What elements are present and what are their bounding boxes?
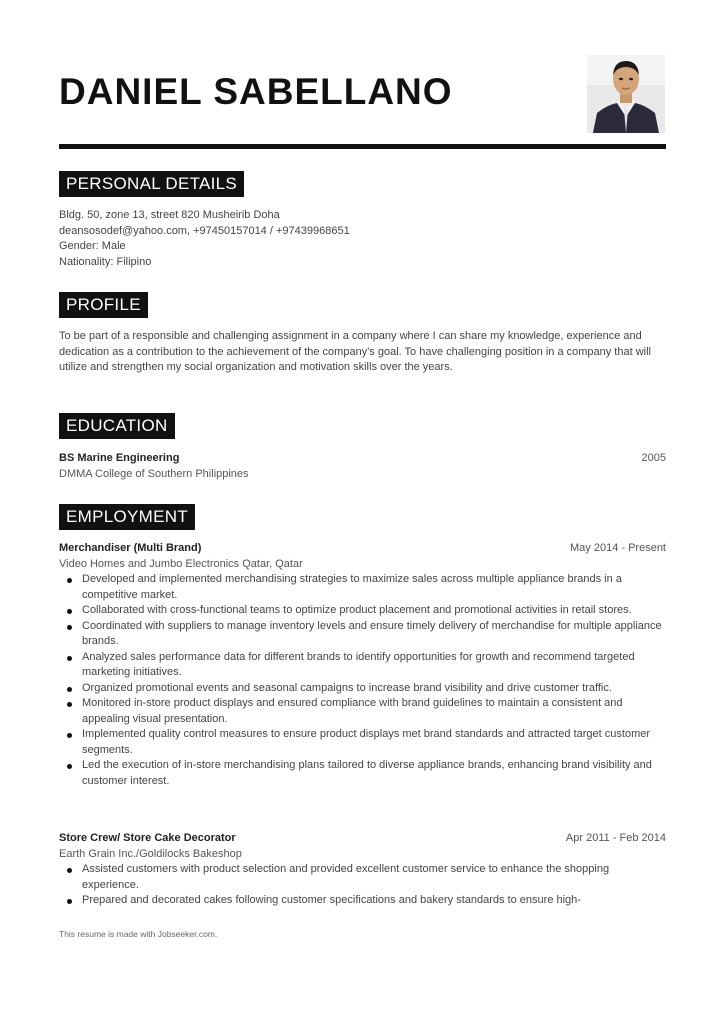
education-heading: EDUCATION: [59, 413, 175, 439]
bullet-icon: [67, 656, 72, 661]
list-item: Monitored in-store product displays and ensured compliance with brand guidelines to maintain a consistent and appealing visual presentation.: [59, 696, 666, 727]
job-dates: Apr 2011 - Feb 2014: [565, 832, 666, 844]
list-item: Analyzed sales performance data for different brands to identify opportunities for growth and recommend targeted marketing initiatives.: [59, 650, 666, 681]
header-divider: [59, 144, 666, 149]
list-item: Organized promotional events and seasonal campaigns to increase brand visibility and drive customer traffic.: [59, 681, 666, 697]
personal-details-heading: PERSONAL DETAILS: [59, 171, 244, 197]
list-item: Collaborated with cross-functional teams to optimize product placement and promotional activities in retail stores.: [59, 603, 666, 619]
profile-heading: PROFILE: [59, 292, 148, 318]
profile-photo: [587, 55, 665, 133]
list-item: Prepared and decorated cakes following customer specifications and bakery standards to ensure high-: [59, 893, 666, 909]
bullet-icon: [67, 625, 72, 630]
job-title: Store Crew/ Store Cake Decorator: [59, 832, 236, 844]
job-title: Merchandiser (Multi Brand): [59, 542, 202, 554]
employment-heading: EMPLOYMENT: [59, 504, 195, 530]
education-section: [59, 451, 666, 482]
gender-text: Gender: Male: [59, 240, 126, 252]
education-year: 2005: [641, 452, 666, 464]
list-item: Developed and implemented merchandising strategies to maximize sales across multiple appliance brands in a competitive market.: [59, 572, 666, 603]
job-company: Video Homes and Jumbo Electronics Qatar, Qatar: [59, 557, 303, 570]
degree-title: BS Marine Engineering: [59, 452, 180, 464]
job-entry: [59, 541, 666, 789]
nationality-text: Nationality: Filipino: [59, 255, 152, 268]
footer-note: This resume is made with Jobseeker.com.: [59, 929, 218, 939]
personal-details-section: [59, 208, 666, 270]
job-dates: May 2014 - Present: [570, 542, 666, 554]
address-text: Bldg. 50, zone 13, street 820 Musheirib Doha: [59, 209, 280, 221]
bullet-icon: [67, 609, 72, 614]
list-item: Implemented quality control measures to ensure product displays met brand standards and attracted target customer segments.: [59, 727, 666, 758]
job-duties-list: [59, 862, 666, 909]
candidate-name: DANIEL SABELLANO: [59, 71, 453, 112]
bullet-icon: [67, 764, 72, 769]
bullet-icon: [67, 578, 72, 583]
profile-section: [59, 329, 666, 376]
job-entry: [59, 831, 666, 909]
school-name: DMMA College of Southern Philippines: [59, 467, 249, 480]
job-company: Earth Grain Inc./Goldilocks Bakeshop: [59, 847, 242, 860]
profile-text: To be part of a responsible and challenging assignment in a company where I can share my knowledge, experience and dedication as a contribution to the achievement of the company's goal. To have challenging position in a company that will utilize and strengthen my social organization and motivation skills over the years.: [59, 330, 651, 373]
bullet-icon: [67, 687, 72, 692]
bullet-icon: [67, 702, 72, 707]
contact-text: deansosodef@yahoo.com, +97450157014 / +97439968651: [59, 224, 350, 237]
list-item: Coordinated with suppliers to manage inventory levels and ensure timely delivery of merchandise for multiple appliance brands.: [59, 619, 666, 650]
list-item: Led the execution of in-store merchandising plans tailored to diverse appliance brands, enhancing brand visibility and customer interest.: [59, 758, 666, 789]
bullet-icon: [67, 733, 72, 738]
bullet-icon: [67, 868, 72, 873]
list-item: Assisted customers with product selection and provided excellent customer service to enhance the shopping experience.: [59, 862, 666, 893]
portrait-image: [587, 55, 665, 133]
job-duties-list: [59, 572, 666, 789]
bullet-icon: [67, 899, 72, 904]
